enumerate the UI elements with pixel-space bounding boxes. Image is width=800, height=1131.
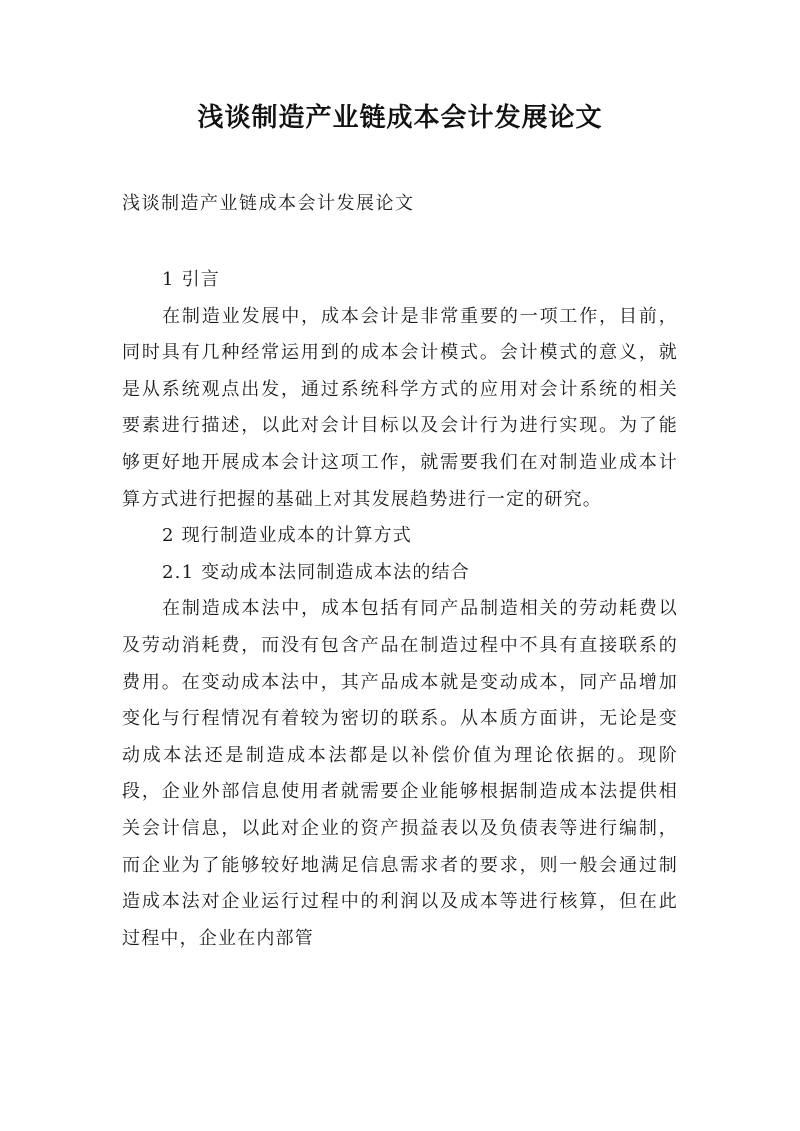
section-heading-introduction: 1 引言 (162, 269, 220, 290)
document-subtitle: 浅谈制造产业链成本会计发展论文 (122, 193, 415, 214)
section-heading-calculation-methods: 2 现行制造业成本的计算方式 (162, 525, 412, 547)
document-body (122, 262, 678, 957)
paragraph-introduction: 在制造业发展中，成本会计是非常重要的一项工作，目前，同时具有几种经常运用到的成本会计模式。会计模式的意义，就是从系统观点出发，通过系统科学方式的应用对会计系统的相关要素进行描述，以此对会计目标以及会计行为进行实现。为了能够更好地开展成本会计这项工作，就需要我们在对制造业成本计算方式进行把握的基础上对其发展趋势进行一定的研究。 (122, 305, 678, 510)
document-title: 浅谈制造产业链成本会计发展论文 (197, 103, 603, 133)
subsection-heading-cost-method-combination: 2.1 变动成本法同制造成本法的结合 (162, 561, 470, 583)
paragraph-cost-method-combination: 在制造成本法中，成本包括有同产品制造相关的劳动耗费以及劳动消耗费，而没有包含产品在制造过程中不具有直接联系的费用。在变动成本法中，其产品成本就是变动成本，同产品增加变化与行程情况有着较为密切的联系。从本质方面讲，无论是变动成本法还是制造成本法都是以补偿价值为理论依据的。现阶段，企业外部信息使用者就需要企业能够根据制造成本法提供相关会计信息，以此对企业的资产损益表以及负债表等进行编制，而企业为了能够较好地满足信息需求者的要求，则一般会通过制造成本法对企业运行过程中的利润以及成本等进行核算，但在此过程中，企业在内部管 (122, 598, 678, 949)
